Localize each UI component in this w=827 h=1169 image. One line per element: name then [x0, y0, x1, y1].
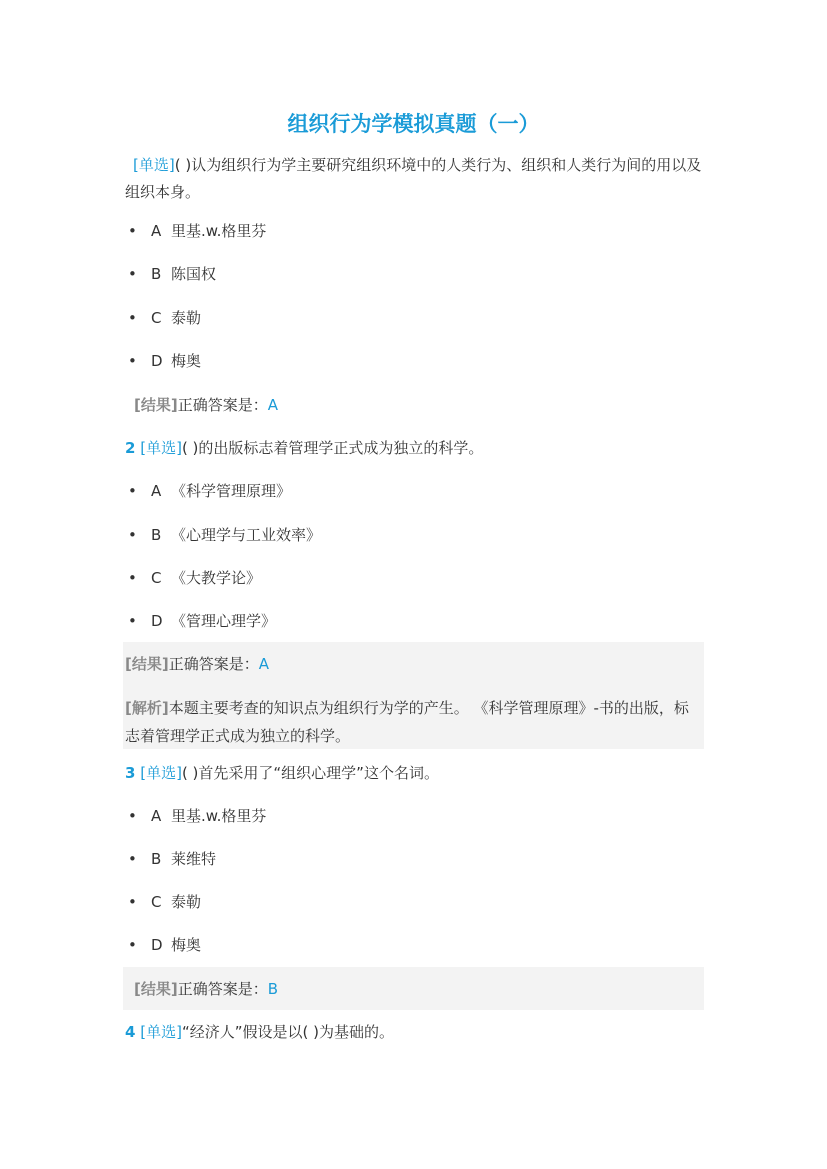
option-2c: • C 《大教学论》 [128, 569, 262, 587]
option-1d: • D 梅奥 [128, 352, 202, 370]
bullet-icon: • [128, 352, 137, 370]
option-3a: • A 里基.w.格里芬 [128, 807, 267, 825]
question-text: ( )首先采用了“组织心理学”这个名词。 [181, 764, 439, 782]
question-3 [125, 760, 710, 787]
bullet-icon: • [128, 936, 137, 954]
question-1 [125, 152, 710, 206]
result-1: [结果]正确答案是：A [134, 396, 278, 414]
option-3d: • D 梅奥 [128, 936, 202, 954]
bullet-icon: • [128, 612, 137, 630]
question-type-tag: [单选] [140, 764, 182, 782]
result-2: [结果]正确答案是：A [125, 655, 269, 673]
answer-value: A [258, 655, 269, 673]
question-2 [125, 435, 710, 462]
bullet-icon: • [128, 526, 137, 544]
question-type-tag: [单选] [133, 156, 175, 174]
question-number: 3 [125, 764, 136, 782]
option-3b: • B 莱维特 [128, 850, 217, 868]
bullet-icon: • [128, 482, 137, 500]
option-1a: • A 里基.w.格里芬 [128, 222, 267, 240]
question-number: 2 [125, 439, 136, 457]
answer-value: A [267, 396, 278, 414]
question-number: 4 [125, 1023, 136, 1041]
question-4 [125, 1019, 710, 1046]
bullet-icon: • [128, 222, 137, 240]
option-3c: • C 泰勒 [128, 893, 202, 911]
answer-value: B [267, 980, 279, 998]
bullet-icon: • [128, 893, 137, 911]
question-type-tag: [单选] [140, 1023, 182, 1041]
bullet-icon: • [128, 309, 137, 327]
bullet-icon: • [128, 569, 137, 587]
question-type-tag: [单选] [140, 439, 182, 457]
bullet-icon: • [128, 850, 137, 868]
option-2b: • B 《心理学与工业效率》 [128, 526, 322, 544]
page-title: 组织行为学模拟真题（一） [287, 112, 540, 136]
result-3: [结果]正确答案是：B [134, 980, 279, 998]
question-text: ( )的出版标志着管理学正式成为独立的科学。 [181, 439, 484, 457]
option-2d: • D 《管理心理学》 [128, 612, 277, 630]
option-2a: • A 《科学管理原理》 [128, 482, 292, 500]
option-1b: • B 陈国权 [128, 265, 217, 283]
bullet-icon: • [128, 265, 137, 283]
option-1c: • C 泰勒 [128, 309, 202, 327]
question-text: “经济人”假设是以( )为基础的。 [181, 1023, 394, 1041]
question-text: ( )认为组织行为学主要研究组织环境中的人类行为、组织和人类行为间的用以及组织本身。 [125, 156, 702, 201]
analysis-2: [解析]本题主要考查的知识点为组织行为学的产生。 《科学管理原理》-书的出版，标志着管理学正式成为独立的科学。 [125, 699, 689, 745]
bullet-icon: • [128, 807, 137, 825]
